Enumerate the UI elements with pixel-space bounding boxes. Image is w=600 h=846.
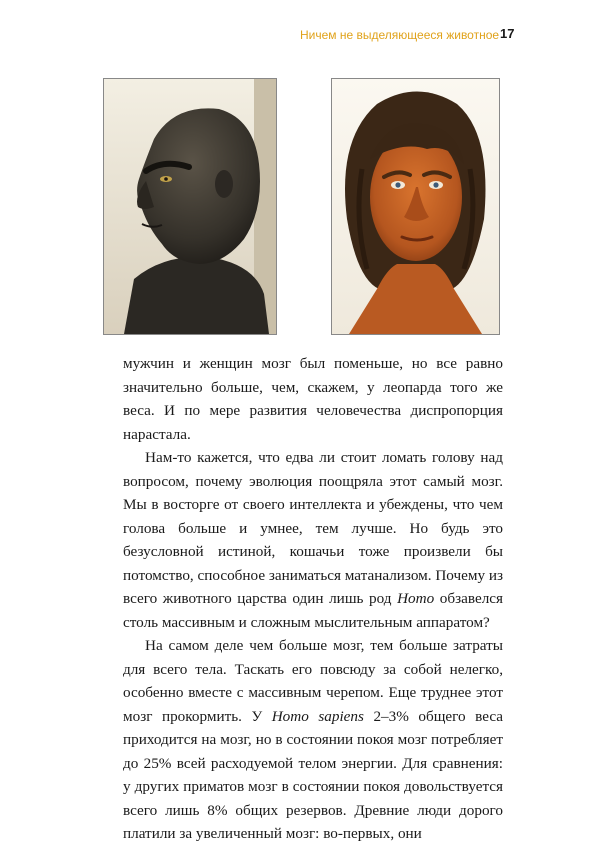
page-number: 17: [500, 26, 515, 41]
body-text: [123, 352, 503, 846]
text-run: 2–3% общего веса приходится на мозг, но в состоянии покоя мозг потребляет до 25% всей расходуемой телом энергии. Для сравнения: у других приматов мозг в состоянии покоя довольствуется всего лишь 8% общих резервов. Древние люди дорого платили за увеличенный мозг: во-первых, они: [123, 707, 503, 842]
italic-term: Homo: [397, 590, 435, 607]
homo-erectus-illustration: [104, 79, 276, 334]
paragraph-2: [123, 446, 503, 634]
neanderthal-reconstruction-photo: [331, 78, 500, 335]
text-run: обзавелся столь массивным и сложным мыслительным аппаратом?: [123, 590, 503, 631]
running-title: Ничем не выделяющееся животное: [300, 28, 500, 42]
text-run: На самом деле чем больше мозг, тем больше затраты для всего тела. Таскать его повсюду за собой нелегко, особенно вместе с массивным черепом. Еще труднее этот мозг прокормить. У: [123, 637, 503, 725]
paragraph-3: [123, 634, 503, 846]
paragraph-1: [123, 352, 503, 446]
italic-term: Homo sapiens: [271, 707, 364, 725]
neanderthal-illustration: [332, 79, 499, 334]
homo-erectus-reconstruction-photo: [103, 78, 277, 335]
text-run: Нам-то кажется, что едва ли стоит ломать голову над вопросом, почему эволюция поощряла этот самый мозг. Мы в восторге от своего интеллекта и убеждены, что чем голова больше и умнее, тем лучше. Но будь это безусловной истиной, кошачьи тоже произвели бы потомство, способное заниматься матанализом. Почему из всего животного царства один лишь род: [123, 449, 504, 607]
text-run: мужчин и женщин мозг был поменьше, но все равно значительно больше, чем, скажем, у леопарда того же веса. И по мере развития человечества диспропорция нарастала.: [123, 355, 503, 443]
